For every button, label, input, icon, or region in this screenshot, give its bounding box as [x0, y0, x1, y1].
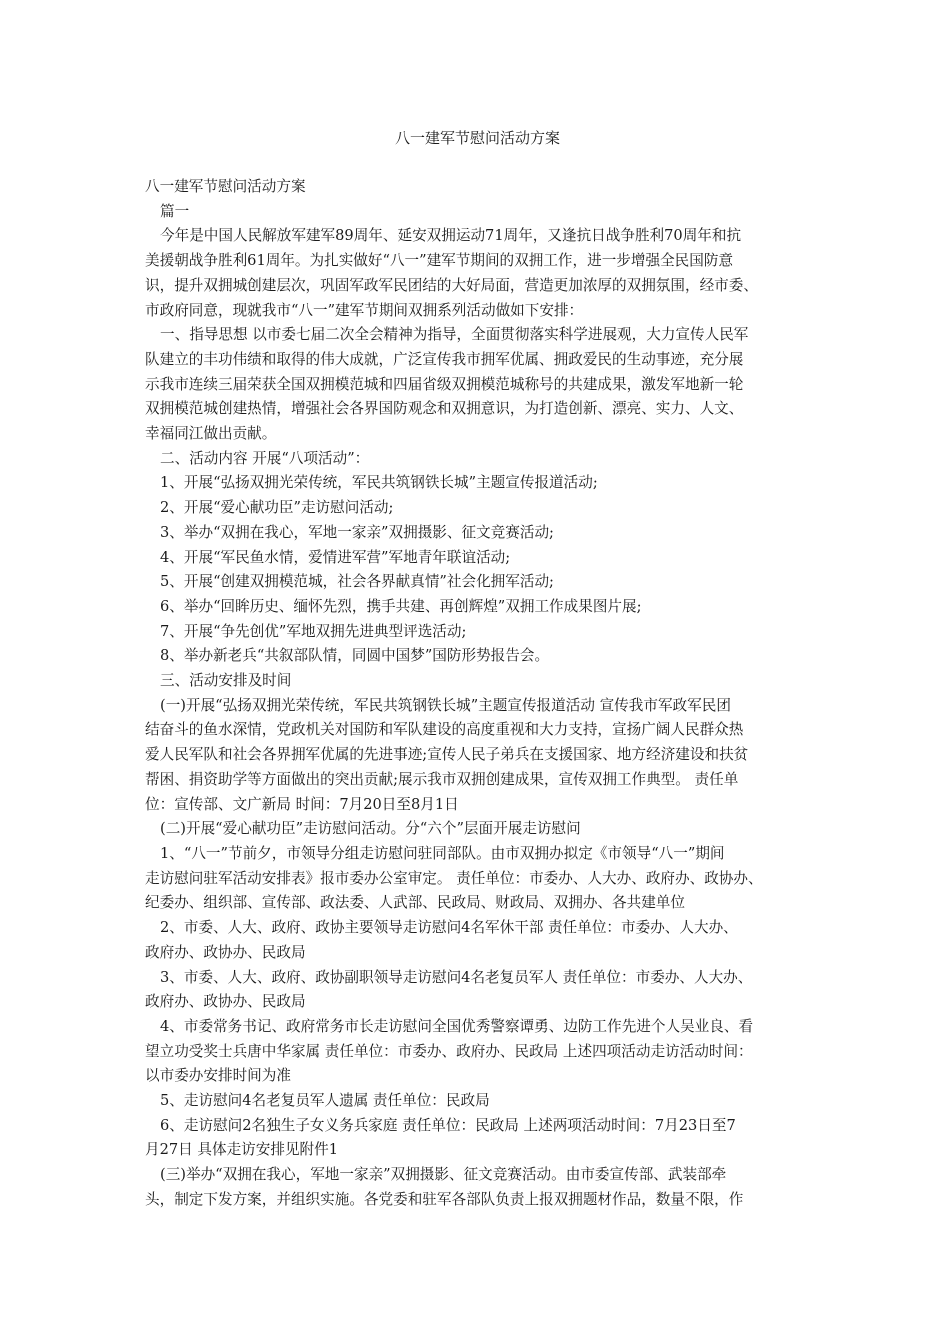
document-line: 爱人民军队和社会各界拥军优属的先进事迹;宣传人民子弟兵在支援国家、地方经济建设和扶贫 — [145, 746, 749, 764]
document-line: (三)举办“双拥在我心，军地一家亲”双拥摄影、征文竞赛活动。由市委宣传部、武装部牵 — [160, 1166, 727, 1184]
document-line: (一)开展“弘扬双拥光荣传统，军民共筑钢铁长城”主题宣传报道活动 宣传我市军政军民团 — [160, 696, 731, 714]
document-line: 结奋斗的鱼水深情，党政机关对国防和军队建设的高度重视和大力支持，宣扬广阔人民群众热 — [145, 721, 744, 739]
document-line: 美援朝战争胜利61周年。为扎实做好“八一”建军节期间的双拥工作，进一步增强全民国防意 — [145, 252, 734, 270]
document-line: 3、举办“双拥在我心，军地一家亲”双拥摄影、征文竞赛活动; — [160, 523, 554, 541]
document-line: 5、走访慰问4名老复员军人遗属 责任单位：民政局 — [160, 1092, 490, 1110]
document-line: 三、活动安排及时间 — [160, 672, 292, 690]
document-line: 6、举办“回眸历史、缅怀先烈，携手共建、再创辉煌”双拥工作成果图片展; — [160, 597, 642, 615]
document-line: 今年是中国人民解放军建军89周年、延安双拥运动71周年，又逢抗日战争胜利70周年和抗 — [160, 227, 742, 245]
document-line: (二)开展“爱心献功臣”走访慰问活动。分“六个”层面开展走访慰问 — [160, 820, 581, 838]
document-line: 头，制定下发方案，并组织实施。各党委和驻军各部队负责上报双拥题材作品，数量不限，作 — [145, 1190, 744, 1208]
document-line: 篇一 — [160, 202, 190, 220]
document-line: 5、开展“创建双拥模范城，社会各界献真情”社会化拥军活动; — [160, 573, 554, 591]
document-line: 二、活动内容 开展“八项活动”： — [160, 449, 370, 467]
document-line: 政府办、政协办、民政局 — [145, 943, 306, 961]
document-line: 7、开展“争先创优”军地双拥先进典型评选活动; — [160, 622, 467, 640]
document-line: 位：宣传部、文广新局 时间：7月20日至8月1日 — [145, 795, 459, 813]
document-line: 4、市委常务书记、政府常务市长走访慰问全国优秀警察谭勇、边防工作先进个人吴业良、看 — [160, 1017, 754, 1035]
document-line: 以市委办安排时间为准 — [145, 1067, 291, 1085]
document-line: 一、指导思想 以市委七届二次全会精神为指导，全面贯彻落实科学进展观，大力宣传人民军 — [160, 326, 749, 344]
document-line: 走访慰问驻军活动安排表》报市委办公室审定。 责任单位：市委办、人大办、政府办、政协办、 — [145, 869, 763, 887]
document-line: 6、走访慰问2名独生子女义务兵家庭 责任单位：民政局 上述两项活动时间：7月23日至7 — [160, 1116, 736, 1134]
document-line: 市政府同意，现就我市“八一”建军节期间双拥系列活动做如下安排： — [145, 301, 584, 319]
document-line: 1、“八一”节前夕，市领导分组走访慰问驻同部队。由市双拥办拟定《市领导“八一”期间 — [160, 844, 725, 862]
document-line: 2、开展“爱心献功臣”走访慰问活动; — [160, 499, 394, 517]
document-line: 八一建军节慰问活动方案 — [145, 178, 306, 195]
document-line: 4、开展“军民鱼水情，爱情进军营”军地青年联谊活动; — [160, 548, 511, 566]
document-line: 2、市委、人大、政府、政协主要领导走访慰问4名军休干部 责任单位：市委办、人大办、 — [160, 919, 738, 937]
document-line: 纪委办、组织部、宣传部、政法委、人武部、民政局、财政局、双拥办、各共建单位 — [145, 894, 685, 912]
document-line: 月27日 具体走访安排见附件1 — [145, 1141, 339, 1159]
document-line: 3、市委、人大、政府、政协副职领导走访慰问4名老复员军人 责任单位：市委办、人大办、 — [160, 968, 753, 986]
document-line: 幸福同江做出贡献。 — [145, 425, 277, 443]
document-line: 8、举办新老兵“共叙部队情，同圆中国梦”国防形势报告会。 — [160, 647, 550, 665]
document-line: 1、开展“弘扬双拥光荣传统，军民共筑钢铁长城”主题宣传报道活动; — [160, 474, 598, 492]
document-line: 队建立的丰功伟绩和取得的伟大成就，广泛宣传我市拥军优属、拥政爱民的生动事迹，充分展 — [145, 350, 744, 368]
document-line: 帮困、捐资助学等方面做出的突出贡献;展示我市双拥创建成果，宣传双拥工作典型。 责任单 — [145, 770, 739, 788]
document-title: 八一建军节慰问活动方案 — [394, 129, 560, 147]
document-line: 识，提升双拥城创建层次，巩固军政军民团结的大好局面，营造更加浓厚的双拥氛围，经市委、 — [145, 276, 758, 294]
document-line: 政府办、政协办、民政局 — [145, 993, 306, 1011]
document-line: 示我市连续三届荣获全国双拥模范城和四届省级双拥模范城称号的共建成果，激发军地新一轮 — [145, 375, 744, 393]
document-body — [145, 175, 810, 1213]
document-line: 望立功受奖士兵唐中华家属 责任单位：市委办、政府办、民政局 上述四项活动走访活动时间： — [145, 1042, 753, 1060]
document-line: 双拥模范城创建热情，增强社会各界国防观念和双拥意识，为打造创新、漂亮、实力、人文、 — [145, 400, 744, 418]
